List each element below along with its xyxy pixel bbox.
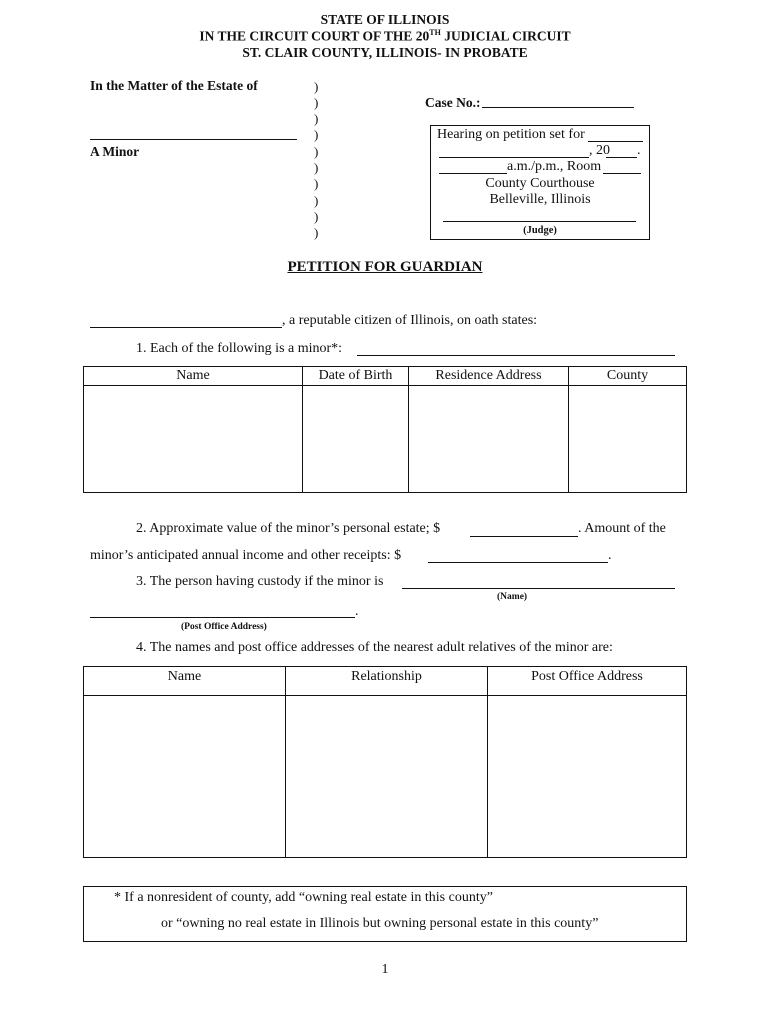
income-value-line[interactable]	[428, 562, 608, 563]
hearing-courthouse: County Courthouse	[485, 176, 595, 191]
relative-relationship-cell[interactable]	[286, 696, 488, 858]
paren-7: )	[314, 176, 319, 191]
hearing-date-line[interactable]	[588, 141, 643, 142]
minors-table-row[interactable]	[84, 386, 687, 493]
col-name: Name	[84, 367, 303, 386]
relatives-table-row[interactable]	[84, 696, 687, 858]
paren-10: )	[314, 225, 319, 240]
estate-value-line[interactable]	[470, 536, 578, 537]
paren-5: )	[314, 144, 319, 159]
item4-text: 4. The names and post office addresses of the nearest adult relatives of the minor are:	[136, 640, 613, 655]
col-county: County	[569, 367, 687, 386]
hearing-year-label: , 20	[589, 143, 610, 158]
item2-amount-text: . Amount of the	[578, 521, 666, 536]
footnote-line2: or “owning no real estate in Illinois but owning personal estate in this county”	[161, 916, 599, 931]
case-number-line[interactable]	[482, 107, 634, 108]
minor-county-cell[interactable]	[569, 386, 687, 493]
petitioner-oath-text: , a reputable citizen of Illinois, on oath states:	[282, 313, 538, 328]
item2-period: .	[608, 548, 612, 563]
court-circuit	[0, 28, 770, 45]
col-relationship: Relationship	[286, 667, 488, 696]
footnote-box	[83, 886, 687, 942]
hearing-set-label: Hearing on petition set for	[437, 127, 585, 142]
minors-table	[83, 366, 687, 493]
court-county: ST. CLAIR COUNTY, ILLINOIS- IN PROBATE	[242, 45, 528, 60]
custodian-name-line[interactable]	[402, 588, 675, 589]
petition-title: PETITION FOR GUARDIAN	[287, 259, 483, 275]
item1-text: 1. Each of the following is a minor*:	[136, 341, 343, 356]
custodian-name-label: (Name)	[497, 592, 528, 602]
paren-9: )	[314, 209, 319, 224]
court-circuit-sup: TH	[429, 28, 441, 37]
item2-income-text: minor’s anticipated annual income and other receipts: $	[90, 548, 402, 563]
minor-label: A Minor	[90, 144, 140, 159]
minor-name-cell[interactable]	[84, 386, 303, 493]
minor-name-line[interactable]	[90, 139, 297, 140]
col-date-of-birth: Date of Birth	[303, 367, 409, 386]
hearing-box	[430, 125, 650, 240]
hearing-day-line[interactable]	[439, 157, 589, 158]
judge-signature-line[interactable]	[443, 221, 636, 222]
minor-dob-cell[interactable]	[303, 386, 409, 493]
hearing-city: Belleville, Illinois	[489, 192, 591, 207]
minors-table-header	[84, 367, 687, 386]
relatives-table	[83, 666, 687, 858]
minor-address-cell[interactable]	[409, 386, 569, 493]
custodian-address-label: (Post Office Address)	[181, 622, 267, 632]
item1-line[interactable]	[357, 355, 675, 356]
court-circuit-post: JUDICIAL CIRCUIT	[440, 28, 571, 44]
relatives-table-header	[84, 667, 687, 696]
relative-name-cell[interactable]	[84, 696, 286, 858]
item2-estate-text: 2. Approximate value of the minor’s personal estate; $	[136, 521, 441, 536]
col-post-office-address: Post Office Address	[488, 667, 687, 696]
page-number: 1	[381, 962, 389, 977]
paren-2: )	[314, 95, 319, 110]
paren-8: )	[314, 193, 319, 208]
hearing-year-line[interactable]	[606, 157, 637, 158]
col-relative-name: Name	[84, 667, 286, 696]
custodian-address-line[interactable]	[90, 617, 355, 618]
custodian-address-period: .	[355, 604, 359, 619]
relative-address-cell[interactable]	[488, 696, 687, 858]
hearing-time-line[interactable]	[439, 173, 507, 174]
paren-4: )	[314, 127, 319, 142]
estate-matter-label: In the Matter of the Estate of	[90, 78, 258, 93]
footnote-line1: * If a nonresident of county, add “owning real estate in this county”	[114, 890, 493, 905]
paren-3: )	[314, 111, 319, 126]
court-state: STATE OF ILLINOIS	[320, 12, 450, 27]
paren-6: )	[314, 160, 319, 175]
col-residence-address: Residence Address	[409, 367, 569, 386]
hearing-room-line[interactable]	[603, 173, 641, 174]
judge-label: (Judge)	[523, 225, 557, 236]
paren-1: )	[314, 79, 319, 94]
item3-text: 3. The person having custody if the minor is	[136, 574, 384, 589]
hearing-ampm-room-label: a.m./p.m., Room	[507, 159, 602, 174]
hearing-year-period: .	[637, 143, 641, 158]
case-number-label: Case No.:	[425, 95, 481, 110]
court-circuit-pre: IN THE CIRCUIT COURT OF THE 20	[199, 28, 430, 44]
petitioner-name-line[interactable]	[90, 327, 282, 328]
